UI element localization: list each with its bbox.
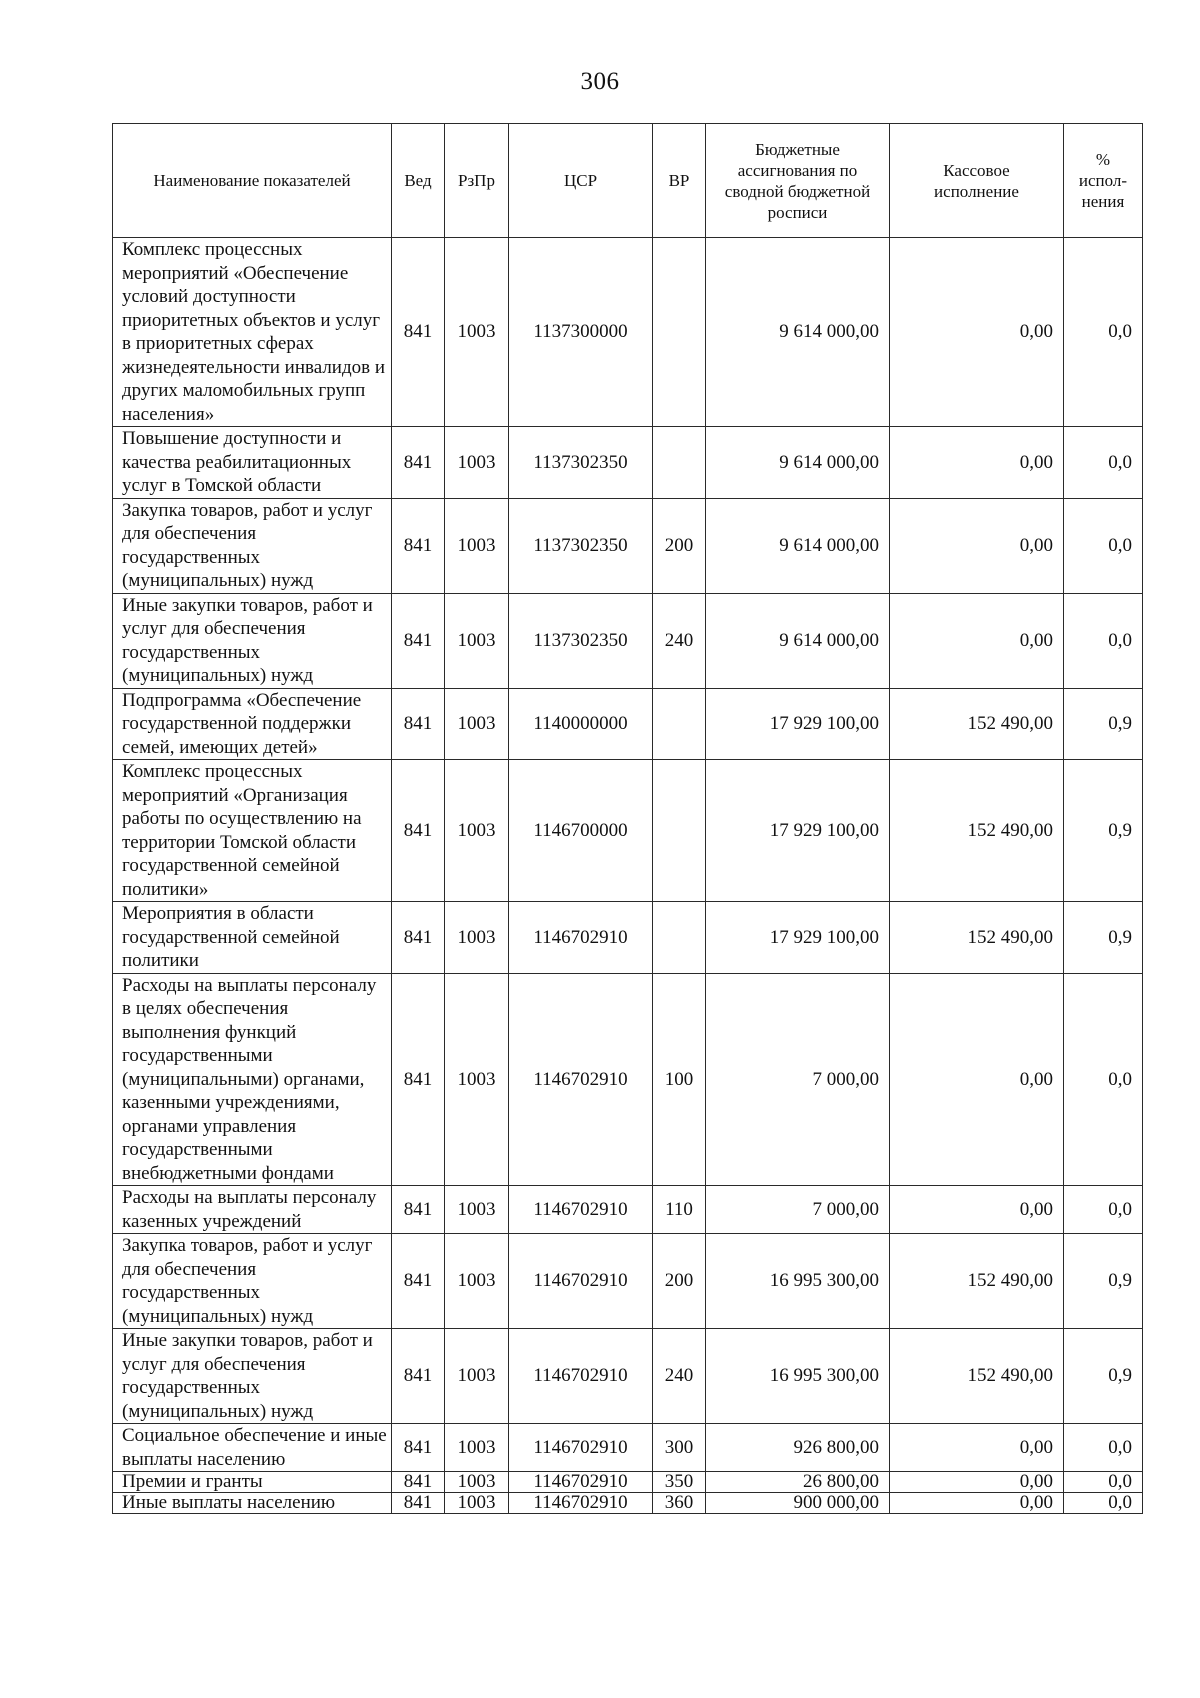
row-ved: 841 bbox=[392, 427, 445, 499]
row-percent: 0,9 bbox=[1064, 902, 1143, 974]
row-rzpr: 1003 bbox=[445, 688, 509, 760]
row-csr: 1146702910 bbox=[509, 1329, 653, 1424]
row-csr: 1137302350 bbox=[509, 593, 653, 688]
row-name: Иные закупки товаров, работ и услуг для обеспечения государственных (муниципальных) нужд bbox=[113, 1329, 392, 1424]
row-percent: 0,0 bbox=[1064, 427, 1143, 499]
row-percent: 0,0 bbox=[1064, 593, 1143, 688]
row-cash: 0,00 bbox=[890, 593, 1064, 688]
row-vr bbox=[653, 427, 706, 499]
row-ved: 841 bbox=[392, 593, 445, 688]
row-rzpr: 1003 bbox=[445, 1186, 509, 1234]
row-vr: 300 bbox=[653, 1424, 706, 1472]
row-csr: 1146702910 bbox=[509, 902, 653, 974]
row-ved: 841 bbox=[392, 1234, 445, 1329]
budget-table bbox=[112, 123, 1143, 1514]
table-row bbox=[113, 1493, 1143, 1514]
row-rzpr: 1003 bbox=[445, 1329, 509, 1424]
row-vr: 240 bbox=[653, 593, 706, 688]
row-ved: 841 bbox=[392, 760, 445, 902]
col-header-rzpr: РзПр bbox=[445, 124, 509, 238]
row-allocations: 926 800,00 bbox=[706, 1424, 890, 1472]
row-vr: 360 bbox=[653, 1493, 706, 1514]
row-vr: 350 bbox=[653, 1472, 706, 1493]
row-csr: 1146702910 bbox=[509, 1424, 653, 1472]
row-csr: 1137302350 bbox=[509, 498, 653, 593]
row-percent: 0,0 bbox=[1064, 1424, 1143, 1472]
row-allocations: 17 929 100,00 bbox=[706, 688, 890, 760]
col-header-ved: Вед bbox=[392, 124, 445, 238]
row-cash: 152 490,00 bbox=[890, 1329, 1064, 1424]
row-allocations: 7 000,00 bbox=[706, 1186, 890, 1234]
table-row bbox=[113, 1329, 1143, 1424]
row-percent: 0,0 bbox=[1064, 1472, 1143, 1493]
row-csr: 1146702910 bbox=[509, 1234, 653, 1329]
row-rzpr: 1003 bbox=[445, 1493, 509, 1514]
row-percent: 0,0 bbox=[1064, 498, 1143, 593]
table-row bbox=[113, 688, 1143, 760]
table-row bbox=[113, 1186, 1143, 1234]
row-cash: 0,00 bbox=[890, 1186, 1064, 1234]
row-vr: 200 bbox=[653, 1234, 706, 1329]
row-vr bbox=[653, 688, 706, 760]
row-ved: 841 bbox=[392, 688, 445, 760]
table-row bbox=[113, 593, 1143, 688]
col-header-name: Наименование показателей bbox=[113, 124, 392, 238]
col-header-percent: % испол-нения bbox=[1064, 124, 1143, 238]
row-name: Закупка товаров, работ и услуг для обеспечения государственных (муниципальных) нужд bbox=[113, 498, 392, 593]
row-percent: 0,0 bbox=[1064, 1186, 1143, 1234]
table-row bbox=[113, 1472, 1143, 1493]
row-vr: 240 bbox=[653, 1329, 706, 1424]
table-row bbox=[113, 902, 1143, 974]
page-number: 306 bbox=[580, 68, 620, 95]
row-rzpr: 1003 bbox=[445, 1234, 509, 1329]
row-name: Комплекс процессных мероприятий «Обеспечение условий доступности приоритетных объектов и услуг в приоритетных сферах жизнедеятельности инвалидов и других маломобильных групп населения» bbox=[113, 238, 392, 427]
row-name: Расходы на выплаты персоналу в целях обеспечения выполнения функций государственными (муниципальными) органами, казенными учреждениями, органами управления государственными внебюджетными фондами bbox=[113, 973, 392, 1186]
row-name: Подпрограмма «Обеспечение государственной поддержки семей, имеющих детей» bbox=[113, 688, 392, 760]
row-cash: 0,00 bbox=[890, 427, 1064, 499]
header-row bbox=[113, 124, 1143, 238]
table-row bbox=[113, 1424, 1143, 1472]
table-row bbox=[113, 427, 1143, 499]
row-allocations: 9 614 000,00 bbox=[706, 238, 890, 427]
row-ved: 841 bbox=[392, 902, 445, 974]
row-name: Закупка товаров, работ и услуг для обеспечения государственных (муниципальных) нужд bbox=[113, 1234, 392, 1329]
row-rzpr: 1003 bbox=[445, 902, 509, 974]
row-percent: 0,9 bbox=[1064, 1329, 1143, 1424]
row-vr bbox=[653, 760, 706, 902]
col-header-cash: Кассовое исполнение bbox=[890, 124, 1064, 238]
col-header-csr: ЦСР bbox=[509, 124, 653, 238]
row-vr bbox=[653, 902, 706, 974]
row-ved: 841 bbox=[392, 1186, 445, 1234]
row-ved: 841 bbox=[392, 1493, 445, 1514]
row-vr: 200 bbox=[653, 498, 706, 593]
row-name: Иные выплаты населению bbox=[113, 1493, 392, 1514]
row-ved: 841 bbox=[392, 1424, 445, 1472]
table-row bbox=[113, 973, 1143, 1186]
row-vr: 110 bbox=[653, 1186, 706, 1234]
row-percent: 0,0 bbox=[1064, 238, 1143, 427]
row-vr: 100 bbox=[653, 973, 706, 1186]
col-header-vr: ВР bbox=[653, 124, 706, 238]
row-csr: 1137302350 bbox=[509, 427, 653, 499]
col-header-allocations: Бюджетные ассигнования по сводной бюджетной росписи bbox=[706, 124, 890, 238]
row-name: Иные закупки товаров, работ и услуг для обеспечения государственных (муниципальных) нужд bbox=[113, 593, 392, 688]
table-row bbox=[113, 1234, 1143, 1329]
row-rzpr: 1003 bbox=[445, 593, 509, 688]
row-allocations: 16 995 300,00 bbox=[706, 1234, 890, 1329]
row-percent: 0,9 bbox=[1064, 760, 1143, 902]
row-csr: 1140000000 bbox=[509, 688, 653, 760]
row-csr: 1146702910 bbox=[509, 973, 653, 1186]
row-rzpr: 1003 bbox=[445, 973, 509, 1186]
row-rzpr: 1003 bbox=[445, 498, 509, 593]
row-csr: 1146702910 bbox=[509, 1186, 653, 1234]
row-csr: 1137300000 bbox=[509, 238, 653, 427]
row-ved: 841 bbox=[392, 498, 445, 593]
row-rzpr: 1003 bbox=[445, 1472, 509, 1493]
row-cash: 0,00 bbox=[890, 238, 1064, 427]
row-cash: 0,00 bbox=[890, 973, 1064, 1186]
row-cash: 0,00 bbox=[890, 1472, 1064, 1493]
row-name: Мероприятия в области государственной семейной политики bbox=[113, 902, 392, 974]
row-percent: 0,9 bbox=[1064, 688, 1143, 760]
row-name: Комплекс процессных мероприятий «Организация работы по осуществлению на территории Томской области государственной семейной политики» bbox=[113, 760, 392, 902]
row-cash: 152 490,00 bbox=[890, 902, 1064, 974]
row-name: Социальное обеспечение и иные выплаты населению bbox=[113, 1424, 392, 1472]
row-allocations: 16 995 300,00 bbox=[706, 1329, 890, 1424]
row-allocations: 17 929 100,00 bbox=[706, 902, 890, 974]
row-name: Повышение доступности и качества реабилитационных услуг в Томской области bbox=[113, 427, 392, 499]
row-csr: 1146700000 bbox=[509, 760, 653, 902]
row-percent: 0,0 bbox=[1064, 973, 1143, 1186]
row-allocations: 9 614 000,00 bbox=[706, 498, 890, 593]
row-allocations: 7 000,00 bbox=[706, 973, 890, 1186]
row-name: Расходы на выплаты персоналу казенных учреждений bbox=[113, 1186, 392, 1234]
row-vr bbox=[653, 238, 706, 427]
row-cash: 0,00 bbox=[890, 1424, 1064, 1472]
row-cash: 152 490,00 bbox=[890, 760, 1064, 902]
row-ved: 841 bbox=[392, 973, 445, 1186]
row-cash: 0,00 bbox=[890, 1493, 1064, 1514]
table-row bbox=[113, 498, 1143, 593]
row-ved: 841 bbox=[392, 238, 445, 427]
row-allocations: 900 000,00 bbox=[706, 1493, 890, 1514]
row-ved: 841 bbox=[392, 1472, 445, 1493]
row-cash: 152 490,00 bbox=[890, 1234, 1064, 1329]
row-name: Премии и гранты bbox=[113, 1472, 392, 1493]
row-rzpr: 1003 bbox=[445, 760, 509, 902]
table-row bbox=[113, 760, 1143, 902]
row-cash: 152 490,00 bbox=[890, 688, 1064, 760]
row-rzpr: 1003 bbox=[445, 427, 509, 499]
row-rzpr: 1003 bbox=[445, 238, 509, 427]
row-percent: 0,9 bbox=[1064, 1234, 1143, 1329]
table-row bbox=[113, 238, 1143, 427]
row-rzpr: 1003 bbox=[445, 1424, 509, 1472]
row-allocations: 26 800,00 bbox=[706, 1472, 890, 1493]
row-allocations: 17 929 100,00 bbox=[706, 760, 890, 902]
row-allocations: 9 614 000,00 bbox=[706, 427, 890, 499]
row-ved: 841 bbox=[392, 1329, 445, 1424]
row-allocations: 9 614 000,00 bbox=[706, 593, 890, 688]
row-percent: 0,0 bbox=[1064, 1493, 1143, 1514]
row-csr: 1146702910 bbox=[509, 1493, 653, 1514]
row-csr: 1146702910 bbox=[509, 1472, 653, 1493]
row-cash: 0,00 bbox=[890, 498, 1064, 593]
